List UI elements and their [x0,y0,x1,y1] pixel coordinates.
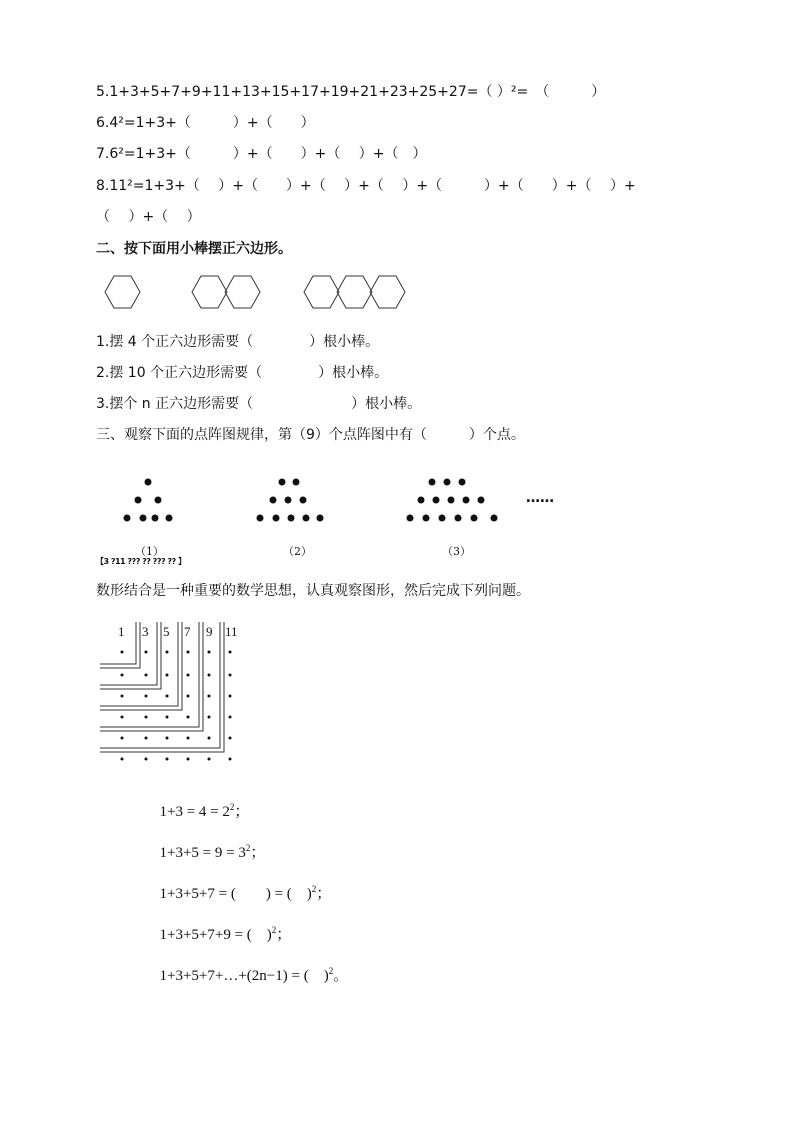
grid-label-3: 3 [142,624,149,639]
equation-4-lhs: 1+3+5+7+9 = ( ) [159,927,272,943]
question-7: 7.6²=1+3+（ ）+（ ）+（ ）+（ ） [96,146,427,162]
hexagon-3c [370,276,405,308]
equation-2-lhs: 1+3+5 = 9 = 3 [159,845,246,861]
l-shape-3-inner [100,622,182,710]
odd-sum-grid [98,618,244,766]
hexagon-3a [304,276,339,308]
equation-3-exp: 2 [311,884,317,894]
hexagon-figures [104,274,404,314]
equation-5-tail: 。 [333,968,349,984]
small-tag: 【3 ?11 ??? ?? ??? ?? 】 [96,557,186,566]
equation-1-lhs: 1+3 = 4 = 2 [159,804,230,820]
intro-text: 数形结合是一种重要的数学思想，认真观察图形，然后完成下列问题。 [96,583,530,599]
question-8-line1: 8.11²=1+3+（ ）+（ ）+（ ）+（ ）+（ ）+（ ）+（ ）+ [96,178,636,194]
equation-4-tail: ； [276,927,292,943]
hexagon-3b [337,276,372,308]
hexagon-2b [225,276,260,308]
equation-5 [152,947,348,985]
caption-2: （2） [283,545,312,558]
equation-4 [152,906,291,944]
equation-2-exp: 2 [245,843,251,853]
equation-1 [152,783,249,821]
equation-3-tail: ； [316,886,332,902]
caption-3: （3） [442,545,471,558]
section-3-title: 三、观察下面的点阵图规律，第（9）个点阵图中有（ ）个点。 [96,427,525,443]
grid-label-5: 5 [163,624,170,639]
grid-label-7: 7 [184,624,191,639]
s2-question-2: 2.摆 10 个正六边形需要（ ）根小棒。 [96,365,389,381]
l-shape-2-inner [100,622,161,689]
question-8-line2: （ ）+（ ） [96,209,201,225]
s2-question-3: 3.摆个 n 正六边形需要（ ）根小棒。 [96,396,422,412]
equation-4-exp: 2 [271,925,277,935]
caption-1: （1） [135,545,164,558]
grid-label-11: 11 [225,624,238,639]
equation-1-tail: ； [234,804,250,820]
hexagon-1 [105,276,140,308]
hexagon-2a [192,276,227,308]
equation-5-exp: 2 [328,966,334,976]
ellipsis: …… [526,490,554,506]
question-6: 6.4²=1+3+（ ）+（ ） [96,115,315,131]
equation-5-lhs: 1+3+5+7+…+(2n−1) = ( ) [159,968,329,984]
question-5: 5.1+3+5+7+9+11+13+15+17+19+21+23+25+27=（ ）²= （ ） [96,84,606,100]
grid-label-9: 9 [206,624,213,639]
dot-patterns [110,470,590,530]
grid-label-1: 1 [118,624,125,639]
l-shape-5-inner [100,622,224,752]
equation-3 [152,865,331,903]
s2-question-1: 1.摆 4 个正六边形需要（ ）根小棒。 [96,334,380,350]
section-2-title: 二、按下面用小棒摆正六边形。 [96,241,292,257]
equation-2-tail: ； [250,845,266,861]
equation-3-lhs: 1+3+5+7 = ( ) = ( ) [159,886,312,902]
equation-1-exp: 2 [229,802,235,812]
equation-2 [152,824,265,862]
